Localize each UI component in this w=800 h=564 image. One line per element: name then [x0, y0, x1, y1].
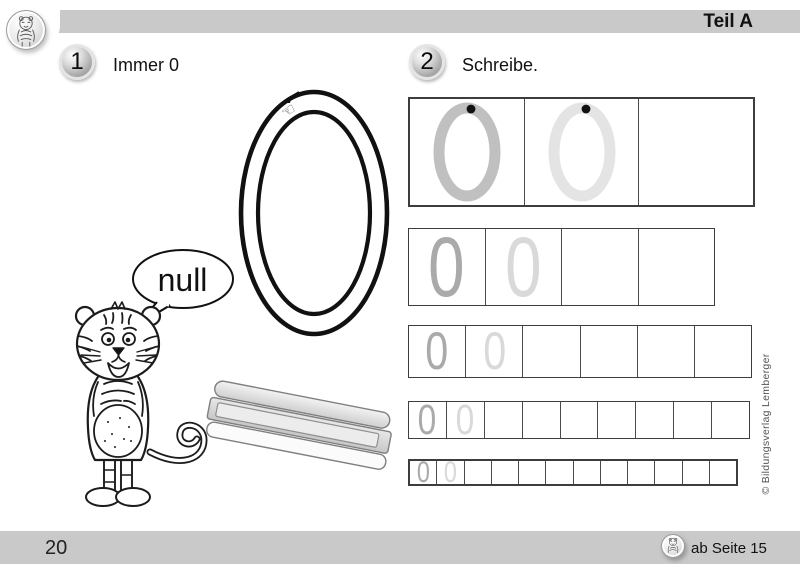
section-1-number: 1 — [70, 48, 84, 75]
practice-cell-empty — [636, 402, 674, 438]
practice-cell-empty — [710, 461, 736, 484]
practice-cell-empty — [492, 461, 519, 484]
page-title: Teil A — [703, 11, 753, 32]
practice-cell-empty — [561, 402, 599, 438]
speech-bubble-text: null — [157, 262, 208, 298]
practice-cell-empty — [655, 461, 682, 484]
copyright-text: © Bildungsverlag Lemberger — [760, 353, 772, 495]
tiger-coin-icon — [6, 10, 46, 50]
practice-cell-empty — [674, 402, 712, 438]
pointing-hand-icon: ☜ — [277, 98, 300, 123]
practice-cell-empty — [639, 229, 715, 305]
practice-cell-empty — [712, 402, 749, 438]
tiger-sketch-icon — [7, 11, 45, 49]
practice-cell-empty — [465, 461, 492, 484]
practice-cell — [437, 455, 464, 489]
start-dot — [581, 105, 590, 114]
tiger-sketch-icon — [662, 535, 684, 557]
page-number: 20 — [45, 537, 68, 559]
practice-cell — [409, 395, 447, 444]
practice-cell-empty — [628, 461, 655, 484]
practice-cell — [466, 322, 523, 381]
chalk-illustration — [200, 368, 405, 480]
model-zero-dark: 0 — [418, 395, 437, 444]
model-zero-dark: 0 — [425, 322, 449, 381]
practice-cell — [525, 99, 640, 205]
practice-cell-empty — [574, 461, 601, 484]
practice-cell — [410, 455, 437, 489]
section-number-ball-2 — [409, 44, 445, 80]
top-bar — [0, 10, 800, 33]
model-zero-light: 0 — [443, 455, 457, 489]
model-zero-dark: 0 — [428, 220, 465, 314]
start-dot — [466, 105, 475, 114]
practice-row-5 — [408, 455, 738, 489]
traceable-zero-dark — [427, 100, 507, 204]
practice-cell-empty — [639, 99, 753, 205]
practice-cell-empty — [581, 326, 638, 377]
practice-row-3 — [408, 322, 752, 381]
section-2-label: Schreibe. — [462, 55, 539, 75]
footer-reference: ab Seite 15 — [691, 540, 767, 557]
practice-row-2 — [408, 220, 715, 314]
practice-cell-empty — [546, 461, 573, 484]
practice-cell-empty — [523, 402, 561, 438]
model-zero-light: 0 — [482, 322, 506, 381]
practice-row-4 — [408, 395, 750, 444]
practice-cell — [409, 220, 486, 314]
traceable-zero-light — [542, 100, 622, 204]
section-number-ball-1 — [59, 44, 95, 80]
practice-cell-empty — [695, 326, 751, 377]
practice-row-1 — [408, 97, 755, 207]
practice-cell — [409, 322, 466, 381]
practice-cell — [486, 220, 563, 314]
tiger-coin-icon-small — [661, 534, 685, 558]
section-1-label: Immer 0 — [113, 55, 180, 75]
practice-cell-empty — [601, 461, 628, 484]
model-zero-dark: 0 — [416, 455, 430, 489]
trace-zero-figure — [233, 85, 398, 343]
practice-cell — [410, 99, 525, 205]
model-zero-light: 0 — [505, 220, 542, 314]
practice-cell-empty — [519, 461, 546, 484]
model-zero-light: 0 — [456, 395, 475, 444]
practice-cell-empty — [638, 326, 695, 377]
practice-cell-empty — [485, 402, 523, 438]
practice-cell — [447, 395, 485, 444]
section-2-number: 2 — [420, 48, 434, 75]
practice-cell-empty — [683, 461, 710, 484]
practice-cell-empty — [523, 326, 580, 377]
practice-cell-empty — [562, 229, 639, 305]
practice-cell-empty — [598, 402, 636, 438]
